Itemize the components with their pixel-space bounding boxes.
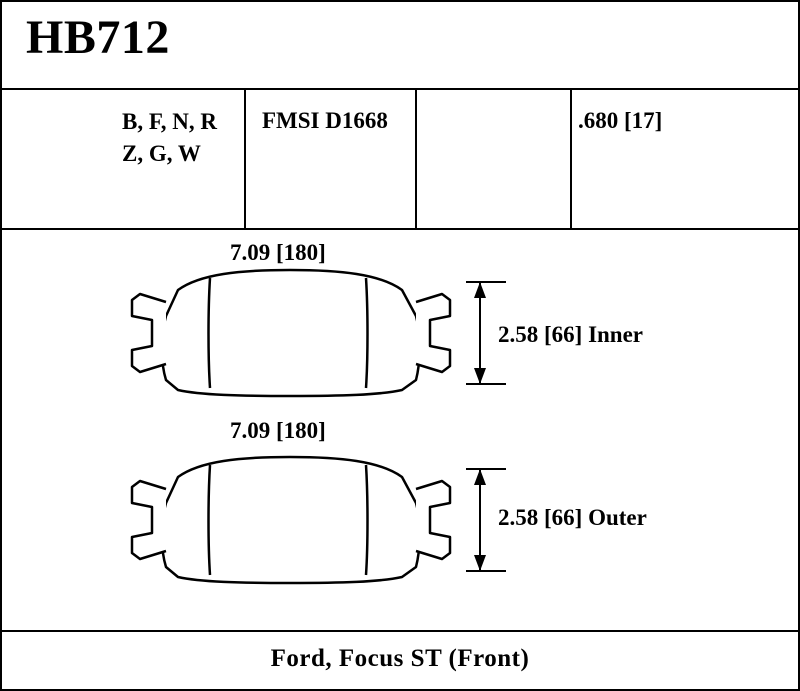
inner-pad-drawing [130,268,500,398]
divider-fmsi-left [244,90,246,228]
outer-height-dimension: 2.58 [66] Outer [498,505,647,530]
fmsi-number: FMSI D1668 [262,108,388,133]
outer-pad-drawing [130,455,500,585]
part-number: HB712 [26,11,170,64]
frame-left-border [0,0,2,691]
compound-codes [122,106,217,170]
inner-width-dimension: 7.09 [180] [222,240,334,266]
divider-under-part-number [2,88,798,90]
compound-codes-line-2: Z, G, W [122,141,201,166]
compound-codes-line-1: B, F, N, R [122,109,217,134]
divider-above-footer [2,630,798,632]
outer-width-dimension: 7.09 [180] [222,418,334,444]
pad-thickness: .680 [17] [578,108,663,133]
divider-thickness [570,90,572,228]
vehicle-application: Ford, Focus ST (Front) [270,645,530,672]
divider-under-specs [2,228,798,230]
frame-top-border [0,0,800,2]
divider-fmsi-right [415,90,417,228]
inner-height-dimension: 2.58 [66] Inner [498,322,644,347]
